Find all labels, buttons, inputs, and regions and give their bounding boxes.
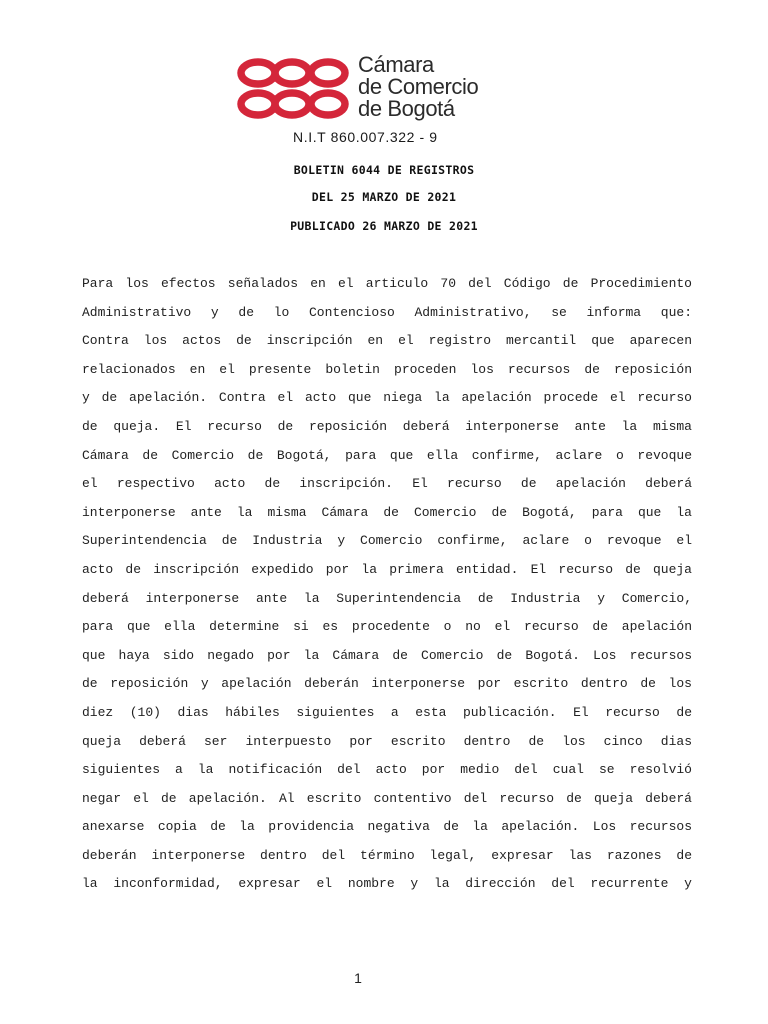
- body-line: negar el de apelación. Al escrito contentivo del recurso de queja deberá: [82, 790, 692, 806]
- body-line: interponerse ante la misma Cámara de Comercio de Bogotá, para que la: [82, 504, 692, 520]
- body-line: Superintendencia de Industria y Comercio confirme, aclare o revoque el: [82, 533, 692, 549]
- chamber-rings-icon: [236, 56, 354, 122]
- logo-line-2: de Comercio: [358, 74, 479, 99]
- nit-number: N.I.T 860.007.322 - 9: [293, 129, 438, 145]
- chamber-logo: [234, 52, 530, 136]
- body-line: Cámara de Comercio de Bogotá, para que ella confirme, aclare o revoque: [82, 447, 692, 463]
- body-line: para que ella determine si es procedente o no el recurso de apelación: [82, 619, 692, 635]
- body-line: diez (10) dias hábiles siguientes a esta publicación. El recurso de: [82, 704, 692, 720]
- body-line: deberá interponerse ante la Superintendencia de Industria y Comercio,: [82, 590, 692, 606]
- body-line: de queja. El recurso de reposición deberá interponerse ante la misma: [82, 418, 692, 434]
- notice-paragraph: [82, 270, 692, 899]
- bulletin-title: BOLETIN 6044 DE REGISTROS: [293, 163, 475, 177]
- body-line: Contra los actos de inscripción en el registro mercantil que aparecen: [82, 333, 692, 349]
- body-line: Para los efectos señalados en el articulo 70 del Código de Procedimiento: [82, 276, 692, 291]
- body-line: el respectivo acto de inscripción. El recurso de apelación deberá: [82, 476, 692, 492]
- body-line: acto de inscripción expedido por la primera entidad. El recurso de queja: [82, 561, 692, 577]
- body-line: que haya sido negado por la Cámara de Comercio de Bogotá. Los recursos: [82, 647, 692, 663]
- body-line: queja deberá ser interpuesto por escrito dentro de los cinco dias: [82, 733, 692, 749]
- body-line: anexarse copia de la providencia negativa de la apelación. Los recursos: [82, 819, 692, 835]
- body-line: deberán interponerse dentro del término legal, expresar las razones de: [82, 847, 692, 863]
- chamber-logo-wordmark: [358, 54, 478, 120]
- body-line: de reposición y apelación deberán interponerse por escrito dentro de los: [82, 676, 692, 692]
- publication-date: PUBLICADO 26 MARZO DE 2021: [290, 219, 478, 233]
- body-line: y de apelación. Contra el acto que niega la apelación procede el recurso: [82, 390, 692, 406]
- logo-line-1: Cámara: [358, 52, 434, 77]
- body-line: siguientes a la notificación del acto por medio del cual se resolvió: [82, 762, 692, 778]
- logo-line-3: de Bogotá: [358, 96, 455, 121]
- body-line: la inconformidad, expresar el nombre y la dirección del recurrente y: [82, 876, 692, 892]
- bulletin-date: DEL 25 MARZO DE 2021: [311, 190, 457, 204]
- body-line: relacionados en el presente boletin proceden los recursos de reposición: [82, 361, 692, 377]
- body-line: Administrativo y de lo Contencioso Administrativo, se informa que:: [82, 304, 692, 320]
- page-number: 1: [354, 970, 362, 986]
